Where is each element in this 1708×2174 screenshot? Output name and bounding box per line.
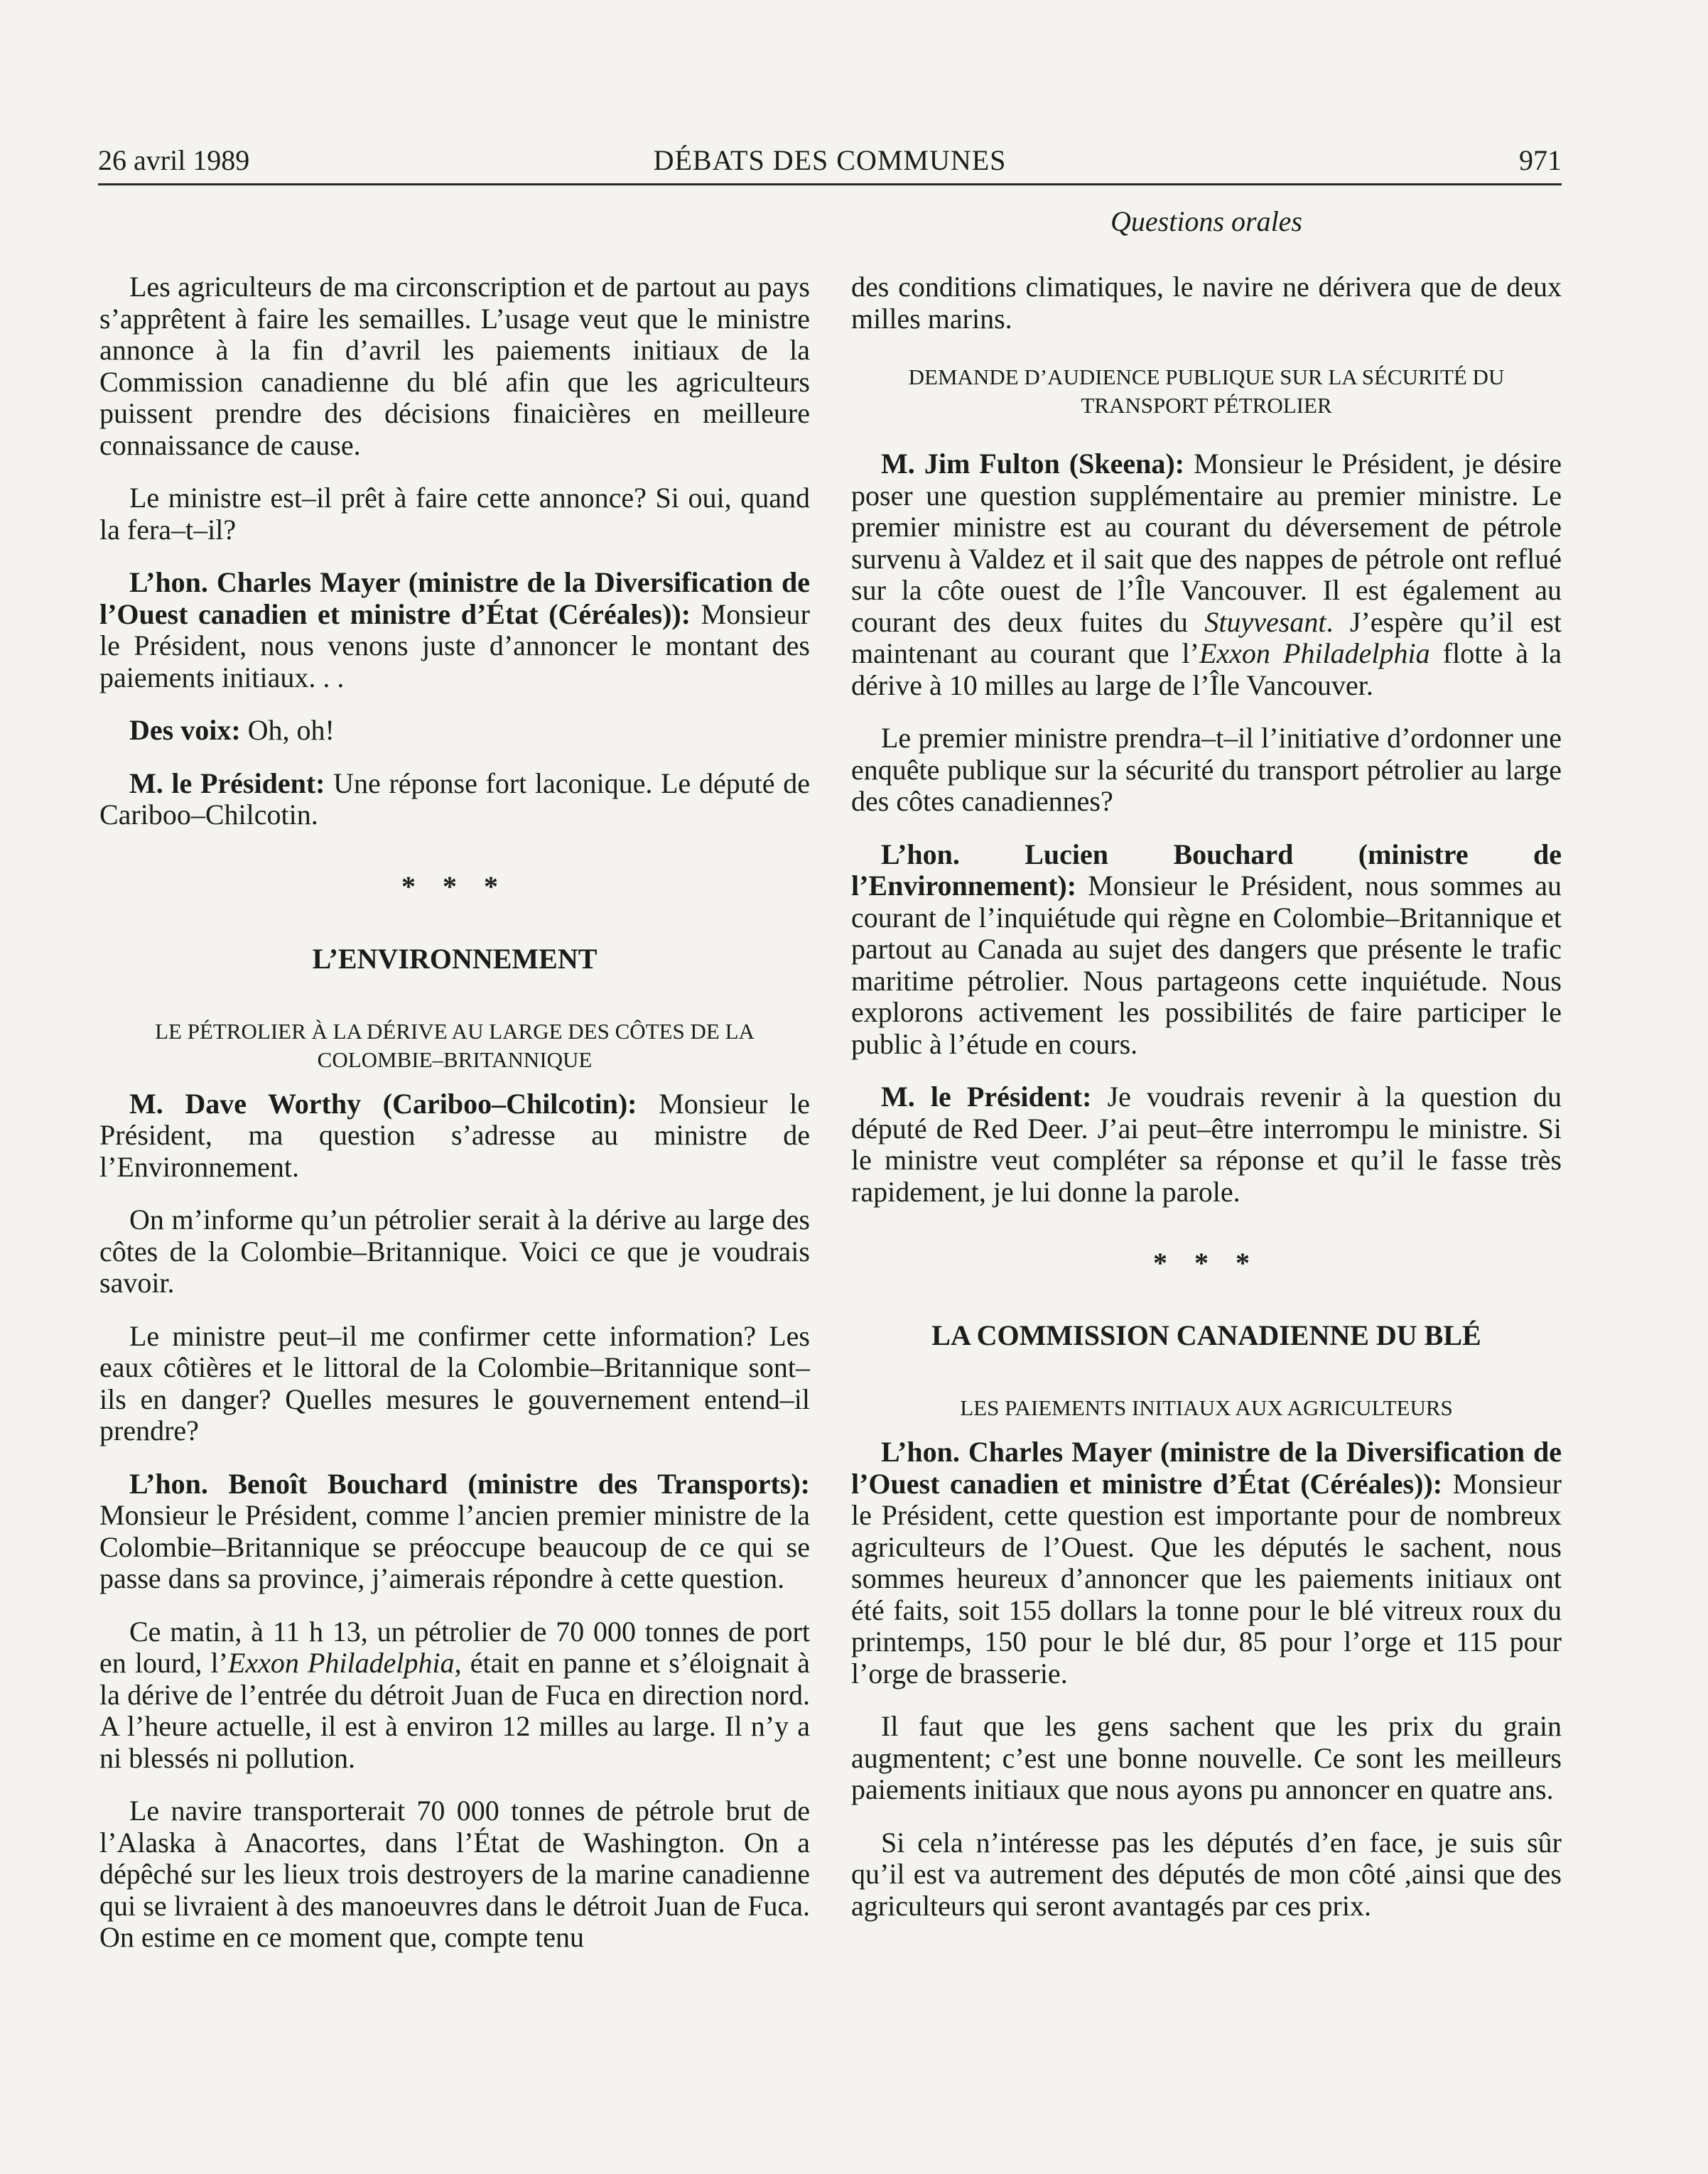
paragraph bbox=[99, 768, 810, 831]
paragraph: Le navire transporterait 70 000 tonnes de pétrole brut de l’Alaska à Anacortes, dans l’État de Washington. On a dépêché sur les lieux trois destroyers de la marine canadienne qui se livraient à des manoeuvres dans le détroit Juan de Fuca. On estime en ce moment que, compte tenu bbox=[99, 1795, 810, 1953]
paragraph bbox=[99, 1088, 810, 1184]
speech-text: Ce matin, à 11 h 13, un pétrolier de 70 000 tonnes de port en lourd, l’ bbox=[99, 1615, 810, 1679]
speaker-name: Des voix: bbox=[129, 714, 241, 746]
section-heading: L’ENVIRONNEMENT bbox=[312, 942, 598, 975]
paragraph: On m’informe qu’un pétrolier serait à la dérive au large des côtes de la Colombie–Britannique. Voici ce que je voudrais savoir. bbox=[99, 1204, 810, 1299]
paragraph: Le ministre peut–il me confirmer cette information? Les eaux côtières et le littoral de la Colombie–Britannique sont–ils en danger? Quelles mesures le gouvernement entend–il prendre? bbox=[99, 1319, 810, 1446]
paragraph: Si cela n’intéresse pas les députés d’en face, je suis sûr qu’il est va autrement des députés de mon côté ,ainsi que des agriculteurs qui seront avantagés par ces prix. bbox=[851, 1826, 1562, 1922]
speech-text: Monsieur le Président, comme l’ancien premier ministre de la Colombie–Britannique se préoccupe beaucoup de ce qui se passe dans sa province, j’aimerais répondre à cette question. bbox=[99, 1499, 810, 1594]
paragraph: Le premier ministre prendra–t–il l’initiative d’ordonner une enquête publique sur la sécurité du transport pétrolier au large des côtes canadiennes? bbox=[851, 722, 1562, 817]
speech-text: Une réponse fort laconique. Le député de Cariboo–Chilcotin. bbox=[99, 767, 810, 831]
speech-text: Monsieur le Président, cette question est importante pour de nombreux agriculteurs de l’Ouest. Que les députés le sachent, nous sommes heureux d’annoncer que les paiements initiaux ont été faits, soit 155 dollars la tonne pour le blé vitreux roux du printemps, 150 pour le blé dur, 85 pour l’orge et 115 pour l’orge de brasserie. bbox=[851, 1467, 1562, 1689]
right-column bbox=[851, 203, 1562, 1943]
header-date: 26 avril 1989 bbox=[98, 144, 250, 176]
ship-name: Exxon Philadelphia bbox=[1199, 637, 1430, 669]
speech-text: , était en panne et s’éloignait à la dérive de l’entrée du détroit Juan de Fuca en direction nord. A l’heure actuelle, il est à environ 12 milles au large. Il n’y a ni blessés ni pollution. bbox=[99, 1647, 810, 1774]
header-title: DÉBATS DES COMMUNES bbox=[653, 144, 1007, 176]
paragraph bbox=[99, 1469, 810, 1595]
speaker-name: M. Dave Worthy (Cariboo–Chilcotin): bbox=[129, 1087, 637, 1120]
column-label: Questions orales bbox=[1110, 205, 1302, 237]
paragraph bbox=[99, 715, 810, 747]
paragraph: Il faut que les gens sachent que les prix du grain augmentent; c’est une bonne nouvelle. Ce sont les meilleurs paiements initiaux que nous ayons pu annoncer en quatre ans. bbox=[851, 1710, 1562, 1805]
speech-text: Monsieur le Président, nous sommes au courant de l’inquiétude qui règne en Colombie–Britannique et partout au Canada au sujet des dangers que présente le trafic maritime pétrolier. Nous partageons cette inquiétude. Nous explorons activement les possibilités de faire participer le public à l’étude en cours. bbox=[851, 870, 1562, 1060]
section-heading: LA COMMISSION CANADIENNE DU BLÉ bbox=[931, 1319, 1481, 1351]
page-number: 971 bbox=[1519, 144, 1562, 176]
speech-text: Oh, oh! bbox=[240, 714, 335, 746]
speaker-name: L’hon. Charles Mayer (ministre de la Diversification de l’Ouest canadien et ministre d’État (Céréales)): bbox=[851, 1436, 1562, 1500]
paragraph: des conditions climatiques, le navire ne dérivera que de deux milles marins. bbox=[851, 271, 1562, 335]
paragraph bbox=[99, 1616, 810, 1775]
ship-name: Exxon Philadelphia bbox=[227, 1647, 455, 1679]
paragraph bbox=[851, 448, 1562, 701]
header-rule bbox=[98, 183, 1562, 185]
paragraph bbox=[851, 839, 1562, 1061]
speech-text: flotte à la dérive à 10 milles au large de l’Île Vancouver. bbox=[851, 637, 1562, 701]
subheading: LE PÉTROLIER À LA DÉRIVE AU LARGE DES CÔTES DE LA COLOMBIE–BRITANNIQUE bbox=[155, 1018, 755, 1072]
speaker-name: M. le Président: bbox=[129, 767, 325, 799]
speech-text: Monsieur le Président, nous venons juste d’annoncer le montant des paiements initiaux. . . bbox=[99, 597, 810, 693]
speaker-name: M. le Président: bbox=[881, 1081, 1092, 1113]
paragraph bbox=[851, 1437, 1562, 1689]
paragraph: Le ministre est–il prêt à faire cette annonce? Si oui, quand la fera–t–il? bbox=[99, 482, 810, 546]
speech-text: . J’espère qu’il est maintenant au courant que l’ bbox=[851, 605, 1562, 669]
subheading: DEMANDE D’AUDIENCE PUBLIQUE SUR LA SÉCURITÉ DU TRANSPORT PÉTROLIER bbox=[908, 364, 1505, 418]
speech-text: Monsieur le Président, je désire poser une question supplémentaire au premier ministre. Le premier ministre est au courant du déversement de pétrole survenu à Valdez et il sait que des nappes de pétrole ont reflué sur la côte ouest de l’Île Vancouver. Il est également au courant des deux fuites du bbox=[851, 448, 1562, 638]
section-separator: * * * bbox=[401, 870, 508, 902]
subheading: LES PAIEMENTS INITIAUX AUX AGRICULTEURS bbox=[960, 1395, 1453, 1420]
speaker-name: L’hon. Charles Mayer (ministre de la Diversification de l’Ouest canadien et ministre d’État (Céréales)): bbox=[99, 566, 810, 630]
speech-text: Je voudrais revenir à la question du député de Red Deer. J’ai peut–être interrompu le ministre. Si le ministre veut compléter sa réponse et qu’il le fasse très rapidement, je lui donne la parole. bbox=[851, 1081, 1562, 1208]
ship-name: Stuyvesant bbox=[1204, 605, 1326, 638]
running-header bbox=[98, 139, 1562, 182]
speech-text: Monsieur le Président, ma question s’adresse au ministre de l’Environnement. bbox=[99, 1087, 810, 1183]
speaker-name: M. Jim Fulton (Skeena): bbox=[881, 448, 1185, 480]
section-separator: * * * bbox=[1153, 1247, 1260, 1279]
speaker-name: L’hon. Lucien Bouchard (ministre de l’Environnement): bbox=[851, 838, 1562, 902]
paragraph bbox=[99, 567, 810, 693]
left-column-top-space bbox=[99, 203, 810, 271]
paragraph bbox=[851, 1081, 1562, 1208]
left-column bbox=[99, 203, 810, 1975]
speaker-name: L’hon. Benoît Bouchard (ministre des Transports): bbox=[129, 1467, 810, 1500]
paragraph: Les agriculteurs de ma circonscription et de partout au pays s’apprêtent à faire les semailles. L’usage veut que le ministre annonce à la fin d’avril les paiements initiaux de la Commission canadienne du blé afin que les agriculteurs puissent prendre des décisions finaicières en meilleure connaissance de cause. bbox=[99, 271, 810, 461]
